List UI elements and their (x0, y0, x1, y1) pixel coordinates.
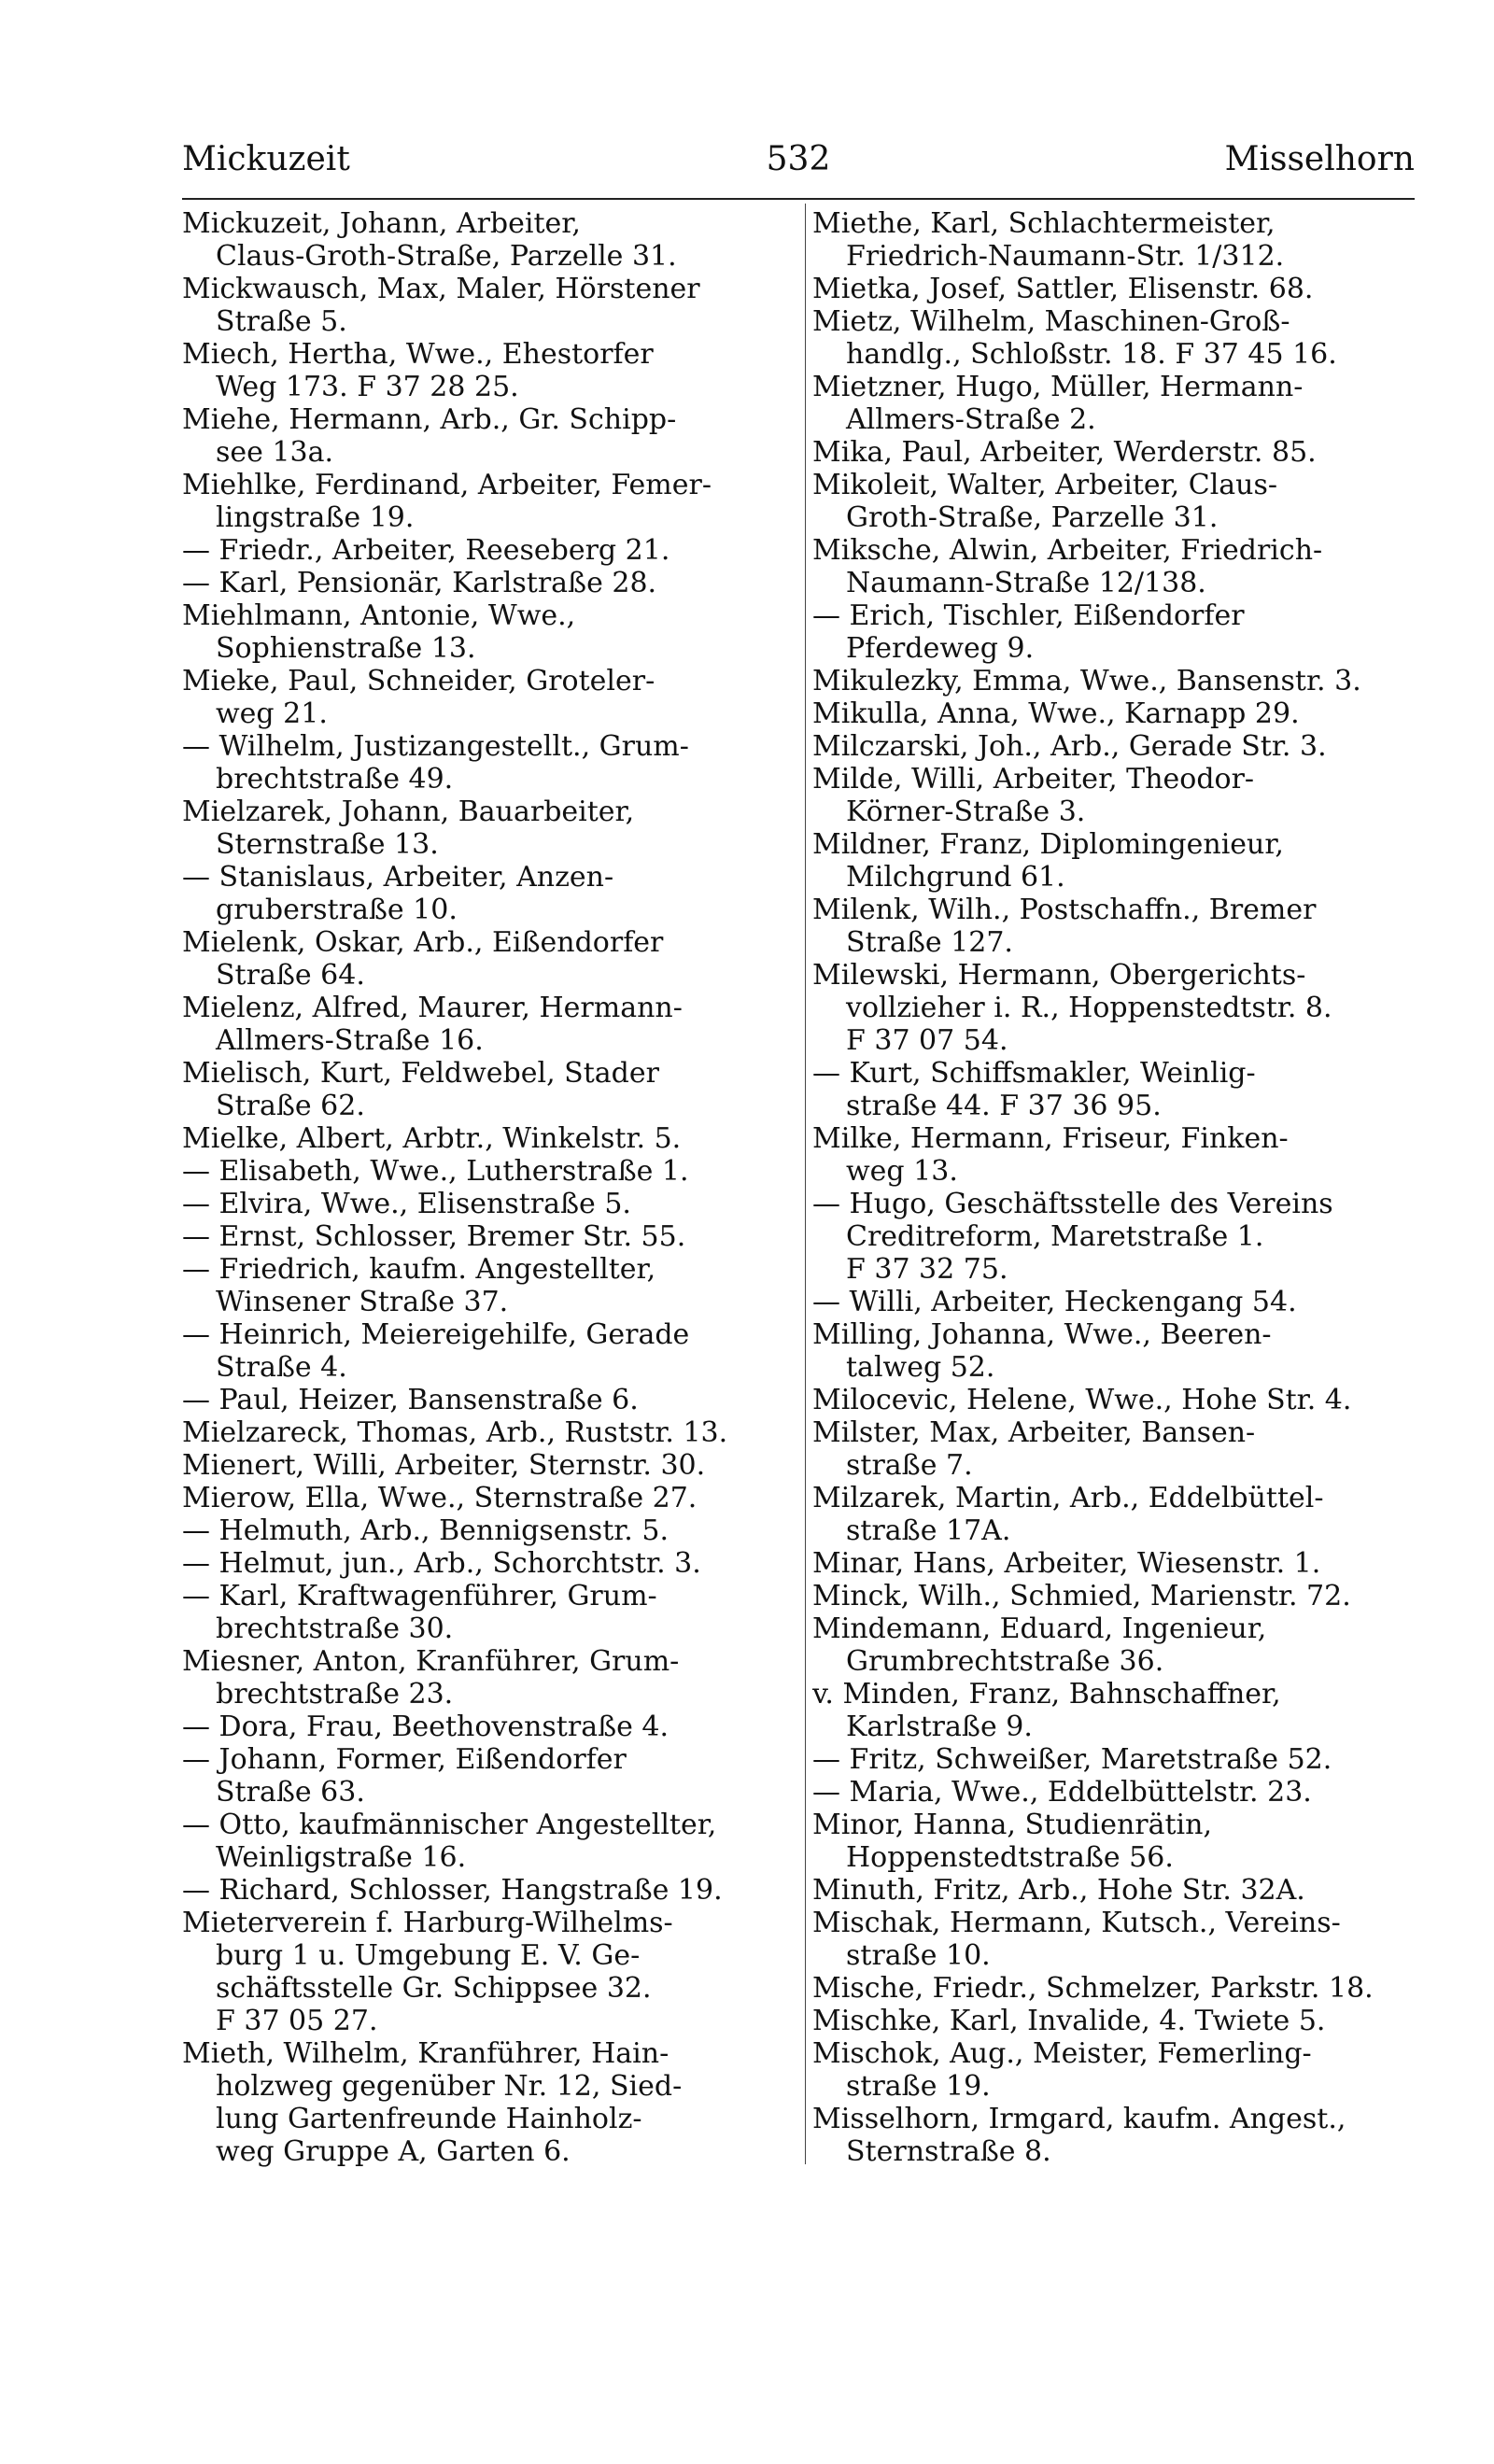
entry-line: — Hugo, Geschäftsstelle des Vereins (812, 1188, 1333, 1220)
entry-line: Mischok, Aug., Meister, Femerling- (812, 2037, 1312, 2070)
entry-continuation-line: talweg 52. (846, 1351, 995, 1384)
entry-line: Milocevic, Helene, Wwe., Hohe Str. 4. (812, 1384, 1352, 1416)
entry-line: Mielenk, Oskar, Arb., Eißendorfer (182, 926, 664, 959)
entry-continuation-line: handlg., Schloßstr. 18. F 37 45 16. (846, 338, 1337, 371)
entry-continuation-line: Milchgrund 61. (846, 861, 1065, 894)
entry-line: — Friedr., Arbeiter, Reeseberg 21. (182, 534, 670, 567)
entry-line: Mielzarek, Johann, Bauarbeiter, (182, 796, 635, 828)
entry-continuation-line: lingstraße 19. (216, 501, 415, 534)
entry-continuation-line: gruberstraße 10. (216, 894, 458, 926)
entry-continuation-line: Weg 173. F 37 28 25. (216, 371, 519, 403)
entry-continuation-line: Straße 64. (216, 959, 365, 992)
entry-continuation-line: Straße 62. (216, 1090, 365, 1122)
entry-line: Mierow, Ella, Wwe., Sternstraße 27. (182, 1482, 698, 1514)
entry-line: Milke, Hermann, Friseur, Finken- (812, 1122, 1289, 1155)
entry-continuation-line: Karlstraße 9. (846, 1711, 1033, 1743)
entry-line: v. Minden, Franz, Bahnschaffner, (812, 1678, 1281, 1711)
entry-line: — Ernst, Schlosser, Bremer Str. 55. (182, 1220, 686, 1253)
entry-line: — Dora, Frau, Beethovenstraße 4. (182, 1711, 669, 1743)
entry-line: — Karl, Pensionär, Karlstraße 28. (182, 567, 657, 599)
entry-line: — Maria, Wwe., Eddelbüttelstr. 23. (812, 1776, 1312, 1809)
entry-line: Mikulla, Anna, Wwe., Karnapp 29. (812, 697, 1300, 730)
entry-line: Minar, Hans, Arbeiter, Wiesenstr. 1. (812, 1547, 1321, 1580)
entry-line: — Elisabeth, Wwe., Lutherstraße 1. (182, 1155, 689, 1188)
entry-continuation-line: brechtstraße 49. (216, 763, 454, 796)
entry-line: Mieterverein f. Harburg-Wilhelms- (182, 1907, 673, 1939)
entry-line: — Helmuth, Arb., Bennigsenstr. 5. (182, 1514, 669, 1547)
entry-line: Milde, Willi, Arbeiter, Theodor- (812, 763, 1255, 796)
entry-line: — Richard, Schlosser, Hangstraße 19. (182, 1874, 723, 1907)
entry-continuation-line: Pferdeweg 9. (846, 632, 1035, 665)
entry-line: Mikulezky, Emma, Wwe., Bansenstr. 3. (812, 665, 1361, 697)
column-divider (805, 204, 806, 2164)
entry-line: — Wilhelm, Justizangestellt., Grum- (182, 730, 689, 763)
entry-line: — Elvira, Wwe., Elisenstraße 5. (182, 1188, 631, 1220)
entry-line: Mischak, Hermann, Kutsch., Vereins- (812, 1907, 1341, 1939)
entry-continuation-line: Straße 63. (216, 1776, 365, 1809)
entry-line: — Paul, Heizer, Bansenstraße 6. (182, 1384, 639, 1416)
entry-continuation-line: weg 13. (846, 1155, 958, 1188)
entry-continuation-line: straße 10. (846, 1939, 991, 1972)
entry-line: Mienert, Willi, Arbeiter, Sternstr. 30. (182, 1449, 706, 1482)
entry-continuation-line: see 13a. (216, 436, 334, 469)
entry-line: — Friedrich, kaufm. Angestellter, (182, 1253, 656, 1286)
entry-line: Mindemann, Eduard, Ingenieur, (812, 1612, 1267, 1645)
entry-line: — Willi, Arbeiter, Heckengang 54. (812, 1286, 1297, 1318)
entry-line: Miethe, Karl, Schlachtermeister, (812, 207, 1276, 240)
header-last-entry: Misselhorn (1224, 140, 1415, 178)
entry-line: Mielke, Albert, Arbtr., Winkelstr. 5. (182, 1122, 682, 1155)
entry-line: — Helmut, jun., Arb., Schorchtstr. 3. (182, 1547, 701, 1580)
entry-line: Miehe, Hermann, Arb., Gr. Schipp- (182, 403, 677, 436)
entry-continuation-line: Straße 127. (846, 926, 1013, 959)
left-column (182, 207, 789, 2168)
entry-continuation-line: F 37 05 27. (216, 2005, 378, 2037)
entry-line: Mietzner, Hugo, Müller, Hermann- (812, 371, 1304, 403)
entry-continuation-line: weg 21. (216, 697, 328, 730)
page-header (182, 140, 1415, 192)
entry-line: Mickwausch, Max, Maler, Hörstener (182, 273, 700, 305)
entry-line: — Stanislaus, Arbeiter, Anzen- (182, 861, 614, 894)
header-first-entry: Mickuzeit (182, 140, 350, 178)
entry-continuation-line: Grumbrechtstraße 36. (846, 1645, 1164, 1678)
entry-line: Milling, Johanna, Wwe., Beeren- (812, 1318, 1272, 1351)
entry-line: Minck, Wilh., Schmied, Marienstr. 72. (812, 1580, 1351, 1612)
entry-line: Mieth, Wilhelm, Kranführer, Hain- (182, 2037, 669, 2070)
entry-continuation-line: F 37 32 75. (846, 1253, 1008, 1286)
entry-line: Mische, Friedr., Schmelzer, Parkstr. 18. (812, 1972, 1374, 2005)
entry-line: — Erich, Tischler, Eißendorfer (812, 599, 1245, 632)
entry-continuation-line: straße 19. (846, 2070, 991, 2103)
entry-continuation-line: holzweg gegenüber Nr. 12, Sied- (216, 2070, 683, 2103)
entry-line: Mika, Paul, Arbeiter, Werderstr. 85. (812, 436, 1317, 469)
entry-continuation-line: Claus-Groth-Straße, Parzelle 31. (216, 240, 677, 273)
entry-continuation-line: burg 1 u. Umgebung E. V. Ge- (216, 1939, 641, 1972)
entry-line: — Kurt, Schiffsmakler, Weinlig- (812, 1057, 1256, 1090)
entry-continuation-line: brechtstraße 30. (216, 1612, 454, 1645)
entry-continuation-line: straße 7. (846, 1449, 973, 1482)
entry-continuation-line: brechtstraße 23. (216, 1678, 454, 1711)
entry-line: Milenk, Wilh., Postschaffn., Bremer (812, 894, 1317, 926)
entry-continuation-line: Creditreform, Maretstraße 1. (846, 1220, 1264, 1253)
entry-line: Mietz, Wilhelm, Maschinen-Groß- (812, 305, 1290, 338)
entry-line: Mieke, Paul, Schneider, Groteler- (182, 665, 655, 697)
entry-continuation-line: F 37 07 54. (846, 1024, 1008, 1057)
entry-continuation-line: straße 17A. (846, 1514, 1011, 1547)
entry-line: Milewski, Hermann, Obergerichts- (812, 959, 1306, 992)
entry-continuation-line: straße 44. F 37 36 95. (846, 1090, 1162, 1122)
entry-line: Mielenz, Alfred, Maurer, Hermann- (182, 992, 683, 1024)
entry-line: Miksche, Alwin, Arbeiter, Friedrich- (812, 534, 1323, 567)
entry-line: Miehlmann, Antonie, Wwe., (182, 599, 576, 632)
entry-line: Misselhorn, Irmgard, kaufm. Angest., (812, 2103, 1346, 2135)
entry-continuation-line: Allmers-Straße 16. (216, 1024, 484, 1057)
entry-line: Minuth, Fritz, Arb., Hohe Str. 32A. (812, 1874, 1305, 1907)
entry-continuation-line: Weinligstraße 16. (216, 1841, 467, 1874)
entry-continuation-line: Hoppenstedtstraße 56. (846, 1841, 1174, 1874)
entry-line: Mikoleit, Walter, Arbeiter, Claus- (812, 469, 1278, 501)
entry-line: Mielzareck, Thomas, Arb., Ruststr. 13. (182, 1416, 728, 1449)
entry-continuation-line: vollzieher i. R., Hoppenstedtstr. 8. (846, 992, 1332, 1024)
entry-continuation-line: weg Gruppe A, Garten 6. (216, 2135, 571, 2168)
entry-line: — Karl, Kraftwagenführer, Grum- (182, 1580, 657, 1612)
entry-line: Mischke, Karl, Invalide, 4. Twiete 5. (812, 2005, 1326, 2037)
entry-line: Miehlke, Ferdinand, Arbeiter, Femer- (182, 469, 712, 501)
entry-continuation-line: lung Gartenfreunde Hainholz- (216, 2103, 642, 2135)
entry-line: Milczarski, Joh., Arb., Gerade Str. 3. (812, 730, 1327, 763)
entry-line: Miech, Hertha, Wwe., Ehestorfer (182, 338, 654, 371)
entry-line: — Fritz, Schweißer, Maretstraße 52. (812, 1743, 1332, 1776)
entry-line: — Johann, Former, Eißendorfer (182, 1743, 627, 1776)
entry-line: Milzarek, Martin, Arb., Eddelbüttel- (812, 1482, 1324, 1514)
entry-continuation-line: Straße 5. (216, 305, 347, 338)
entry-continuation-line: Winsener Straße 37. (216, 1286, 509, 1318)
entry-continuation-line: Straße 4. (216, 1351, 347, 1384)
entry-continuation-line: Naumann-Straße 12/138. (846, 567, 1206, 599)
entry-line: Mildner, Franz, Diplomingenieur, (812, 828, 1284, 861)
entry-line: Mietka, Josef, Sattler, Elisenstr. 68. (812, 273, 1314, 305)
entry-line: Mickuzeit, Johann, Arbeiter, (182, 207, 581, 240)
entry-continuation-line: Körner-Straße 3. (846, 796, 1086, 828)
entry-line: — Heinrich, Meiereigehilfe, Gerade (182, 1318, 690, 1351)
right-column (812, 207, 1419, 2168)
entry-line: Mielisch, Kurt, Feldwebel, Stader (182, 1057, 659, 1090)
entry-line: Minor, Hanna, Studienrätin, (812, 1809, 1212, 1841)
entry-line: — Otto, kaufmännischer Angestellter, (182, 1809, 717, 1841)
entry-continuation-line: Friedrich-Naumann-Str. 1/312. (846, 240, 1285, 273)
entry-continuation-line: Groth-Straße, Parzelle 31. (846, 501, 1219, 534)
entry-line: Miesner, Anton, Kranführer, Grum- (182, 1645, 680, 1678)
entry-continuation-line: Allmers-Straße 2. (846, 403, 1096, 436)
entry-continuation-line: Sophienstraße 13. (216, 632, 476, 665)
page-number: 532 (766, 140, 831, 178)
entry-continuation-line: Sternstraße 8. (846, 2135, 1051, 2168)
entry-line: Milster, Max, Arbeiter, Bansen- (812, 1416, 1256, 1449)
entry-continuation-line: Sternstraße 13. (216, 828, 439, 861)
entry-continuation-line: schäftsstelle Gr. Schippsee 32. (216, 1972, 652, 2005)
header-rule (182, 198, 1415, 200)
